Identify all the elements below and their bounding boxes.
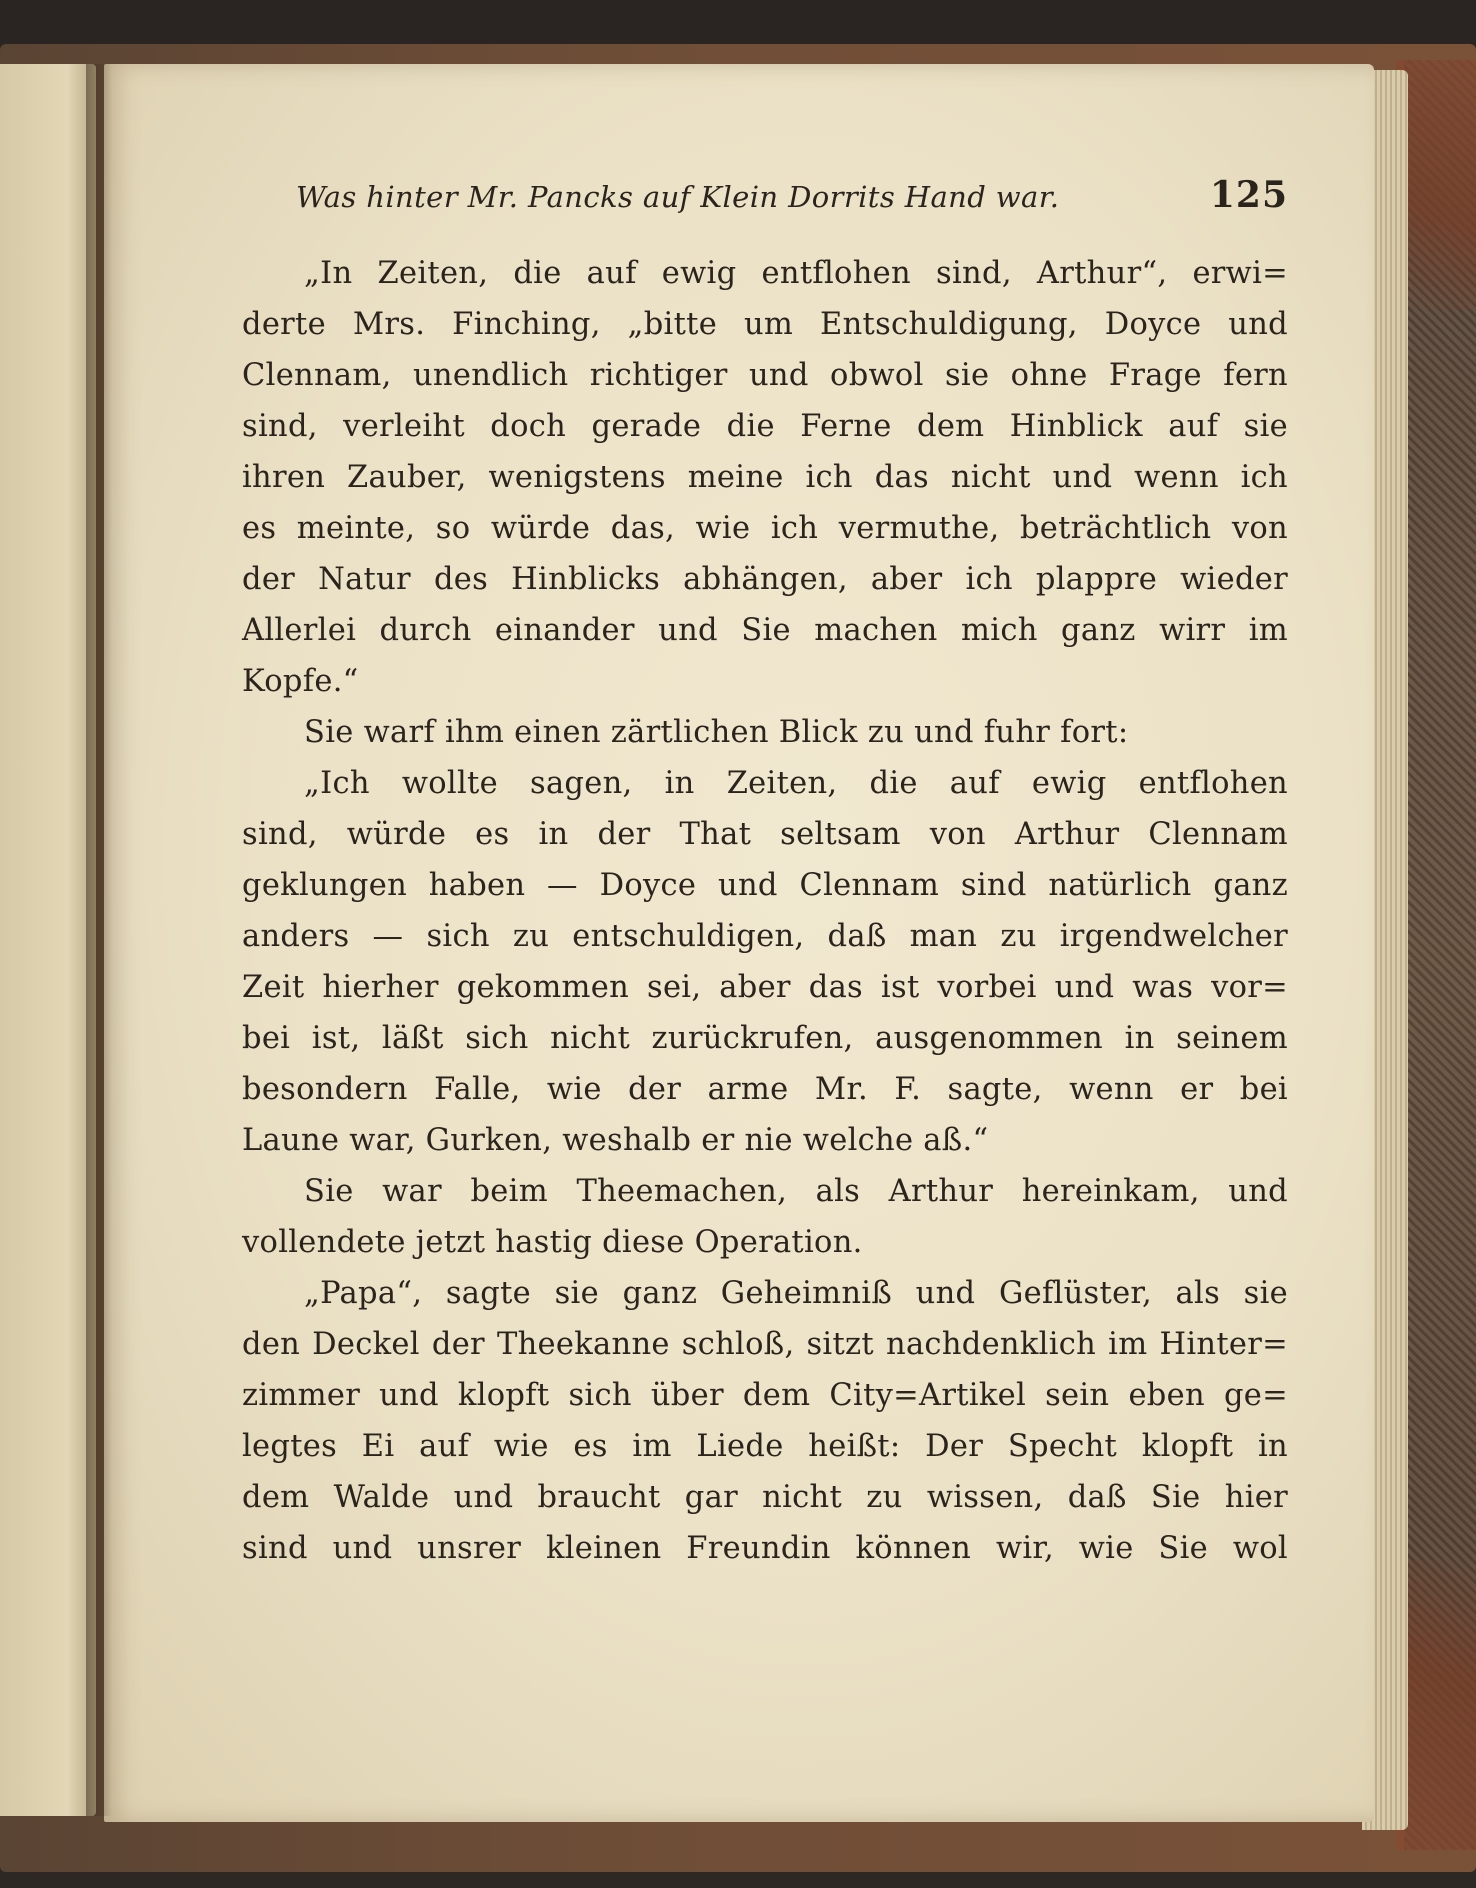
page-number: 125 xyxy=(1209,174,1288,216)
text-line: bei ist, läßt sich nicht zurückrufen, ausgenommen in seinem xyxy=(242,1021,1288,1056)
text-line: Clennam, unendlich richtiger und obwol sie ohne Frage fern xyxy=(242,358,1288,393)
text-line: legtes Ei auf wie es im Liede heißt: Der Specht klopft in xyxy=(242,1429,1288,1464)
cover-corner xyxy=(1396,60,1476,310)
text-line: „Ich wollte sagen, in Zeiten, die auf ewig entflohen xyxy=(304,766,1288,801)
text-line: sind und unsrer kleinen Freundin können wir, wie Sie wol xyxy=(242,1531,1288,1566)
text-line: sind, würde es in der That seltsam von Arthur Clennam xyxy=(242,817,1288,852)
running-head: Was hinter Mr. Pancks auf Klein Dorrits Hand war. xyxy=(296,180,1060,214)
text-line: dem Walde und braucht gar nicht zu wissen, daß Sie hier xyxy=(242,1480,1288,1515)
text-line: ihren Zauber, wenigstens meine ich das nicht und wenn ich xyxy=(242,460,1288,495)
gutter-shadow xyxy=(86,64,112,1816)
text-line: Sie war beim Theemachen, als Arthur hereinkam, und xyxy=(304,1174,1288,1209)
body-text xyxy=(242,248,1288,1574)
text-line: Kopfe.“ xyxy=(242,664,359,699)
page-header xyxy=(242,172,1288,232)
text-line: Zeit hierher gekommen sei, aber das ist vorbei und was vor= xyxy=(242,970,1288,1005)
text-line: „In Zeiten, die auf ewig entflohen sind, Arthur“, erwi= xyxy=(304,256,1288,291)
left-page-edge xyxy=(0,64,96,1816)
text-line: es meinte, so würde das, wie ich vermuthe, beträchtlich von xyxy=(242,511,1288,546)
text-line: Sie warf ihm einen zärtlichen Blick zu und fuhr fort: xyxy=(304,715,1129,750)
text-line: Allerlei durch einander und Sie machen mich ganz wirr im xyxy=(242,613,1288,648)
text-line: sind, verleiht doch gerade die Ferne dem Hinblick auf sie xyxy=(242,409,1288,444)
text-line: Laune war, Gurken, weshalb er nie welche aß.“ xyxy=(242,1123,989,1158)
text-line: derte Mrs. Finching, „bitte um Entschuldigung, Doyce und xyxy=(242,307,1288,342)
text-line: der Natur des Hinblicks abhängen, aber ich plappre wieder xyxy=(242,562,1288,597)
text-line: den Deckel der Theekanne schloß, sitzt nachdenklich im Hinter= xyxy=(242,1327,1288,1362)
cover-corner xyxy=(1396,1560,1476,1850)
page-text xyxy=(242,172,1288,1574)
text-line: zimmer und klopft sich über dem City=Artikel sein eben ge= xyxy=(242,1378,1288,1413)
text-line: besondern Falle, wie der arme Mr. F. sagte, wenn er bei xyxy=(242,1072,1288,1107)
book-page xyxy=(104,64,1374,1822)
text-line: „Papa“, sagte sie ganz Geheimniß und Geflüster, als sie xyxy=(304,1276,1288,1311)
text-line: geklungen haben — Doyce und Clennam sind natürlich ganz xyxy=(242,868,1288,903)
text-line: vollendete jetzt hastig diese Operation. xyxy=(242,1225,863,1260)
text-line: anders — sich zu entschuldigen, daß man zu irgendwelcher xyxy=(242,919,1288,954)
